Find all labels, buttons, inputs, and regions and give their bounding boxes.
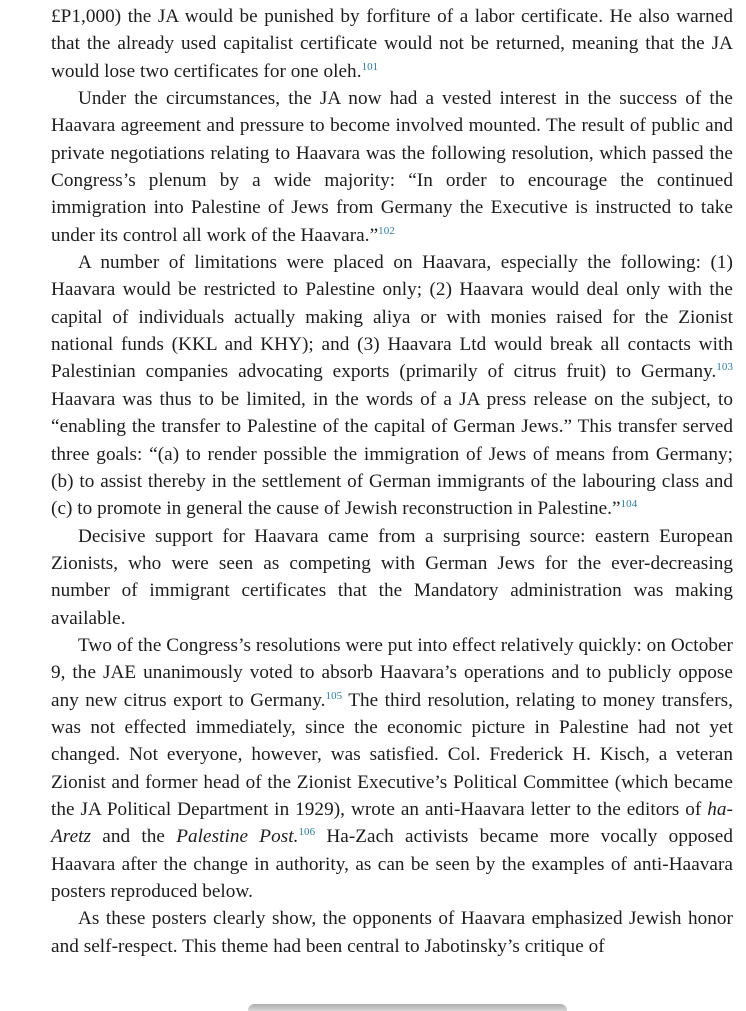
footnote-ref-103[interactable]: 103 <box>716 361 733 374</box>
paragraph <box>51 3 733 85</box>
text-run: and the <box>91 826 177 848</box>
italic-text: Palestine Post. <box>176 826 299 848</box>
paragraph <box>51 85 733 249</box>
footnote-ref-105[interactable]: 105 <box>325 689 343 702</box>
text-run: Decisive support for Haavara came from a surprising source: eastern European Zionists, who were seen as competing with German Jews for the ever-decreasing number of immigrant certificates that the Mandatory administration was making available. <box>51 525 733 629</box>
text-run: As these posters clearly show, the opponents of Haavara emphasized Jewish honor and self-respect. This theme had been central to Jabotinsky’s critique of <box>51 908 733 957</box>
text-run: Ha-Zach activists became more vocally opposed Haavara after the change in authority, as can be seen by the examples of anti-Haavara posters reproduced below. <box>51 826 733 902</box>
page-text <box>51 3 733 960</box>
text-run: Two of the Congress’s resolutions were put into effect relatively quickly: on October 9, the JAE unanimously voted to absorb Haavara’s operations and to publicly oppose any new citrus export to Germany. <box>51 634 733 711</box>
text-run: Under the circumstances, the JA now had a vested interest in the success of the Haavara agreement and pressure to become involved mounted. The result of public and private negotiations relating to Haavara was the following resolution, which passed the Congress’s plenum by a wide majority: “In order to encourage the continued immigration into Palestine of Jews from Germany the Executive is instructed to take under its control all work of the Haavara.” <box>51 88 733 246</box>
bottom-sheet-handle[interactable] <box>248 1004 567 1011</box>
footnote-ref-106[interactable]: 106 <box>298 826 316 839</box>
paragraph <box>51 905 733 960</box>
text-run: A number of limitations were placed on Haavara, especially the following: (1) Haavara would be restricted to Palestine only; (2) Haavara would deal only with the capital of individuals actually making aliya or with monies raised for the Zionist national funds (KKL and KHY); and (3) Haavara Ltd would break all contacts with Palestinian companies advocating exports (primarily of citrus fruit) to Germany. <box>51 252 733 383</box>
footnote-ref-101[interactable]: 101 <box>361 60 379 73</box>
paragraph <box>51 249 733 522</box>
paragraph <box>51 523 733 632</box>
paragraph <box>51 632 733 905</box>
text-run: £P1,000) the JA would be punished by forfiture of a labor certificate. He also warned that the already used capitalist certificate would not be returned, meaning that the JA would lose two certificates for one oleh. <box>51 6 733 82</box>
text-run: Haavara was thus to be limited, in the words of a JA press release on the subject, to “enabling the transfer to Palestine of the capital of German Jews.” This transfer served three goals: “(a) to render possible the immigration of Jews of means from Germany; (b) to assist thereby in the settlement of German immigrants of the labouring class and (c) to promote in general the cause of Jewish reconstruction in Palestine.” <box>51 388 733 520</box>
italic-text: ha-Aretz <box>51 798 733 848</box>
text-run: The third resolution, relating to money transfers, was not effected immediately, since the economic picture in Palestine had not yet changed. Not everyone, however, was satisfied. Col. Frederick H. Kisch, a veteran Zionist and former head of the Zionist Executive’s Political Committee (which became the JA Political Department in 1929), wrote an anti-Haavara letter to the editors of <box>51 689 733 820</box>
footnote-ref-102[interactable]: 102 <box>378 224 395 237</box>
footnote-ref-104[interactable]: 104 <box>620 498 638 511</box>
